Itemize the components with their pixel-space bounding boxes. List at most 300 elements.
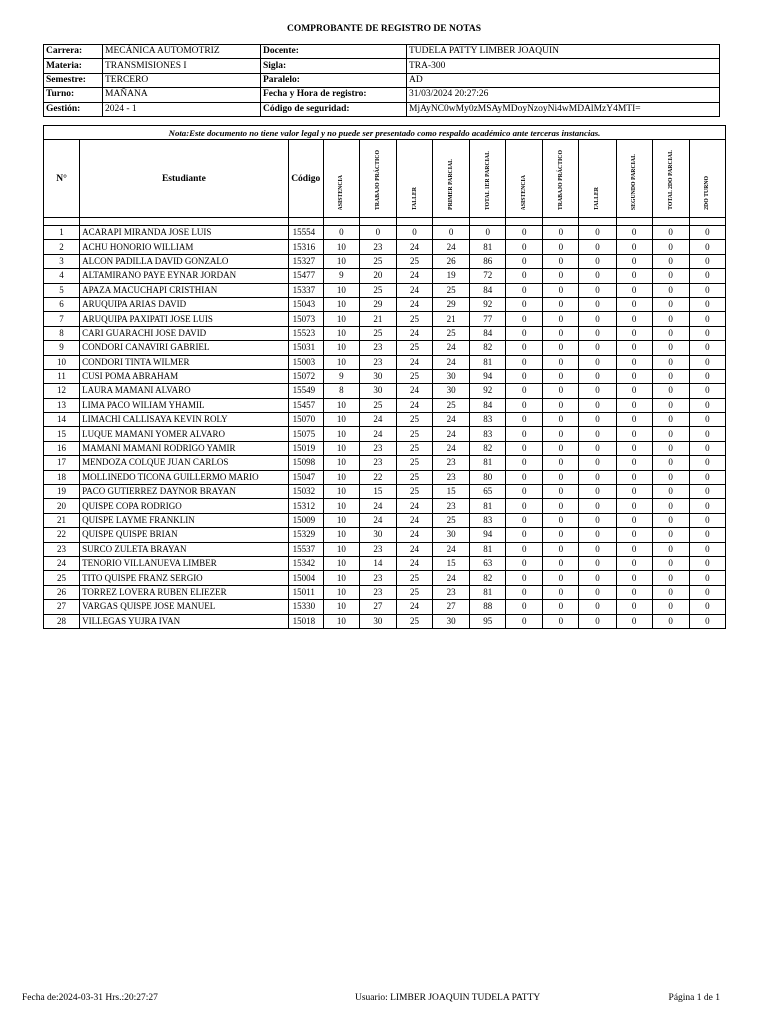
score-cell: 0 (506, 355, 543, 369)
student-name: QUISPE QUISPE BRIAN (80, 528, 289, 542)
score-cell: 0 (506, 398, 543, 412)
info-row (44, 45, 720, 59)
score-cell: 10 (323, 571, 359, 585)
footer-user: Usuario: LIMBER JOAQUIN TUDELA PATTY (355, 993, 541, 1003)
score-cell: 0 (616, 297, 652, 311)
score-cell: 27 (359, 600, 396, 614)
score-cell: 0 (506, 499, 543, 513)
table-row (44, 283, 726, 297)
column-header-vertical (433, 140, 470, 218)
score-cell: 0 (652, 384, 689, 398)
student-name: ALCON PADILLA DAVID GONZALO (80, 254, 289, 268)
score-cell: 0 (543, 427, 579, 441)
score-cell: 0 (652, 326, 689, 340)
student-code: 15073 (288, 312, 323, 326)
score-cell: 0 (543, 556, 579, 570)
score-cell: 24 (396, 297, 432, 311)
score-cell: 0 (652, 269, 689, 283)
score-cell: 0 (616, 600, 652, 614)
info-value: TRA-300 (407, 59, 720, 73)
score-cell: 0 (579, 398, 616, 412)
score-cell: 0 (616, 312, 652, 326)
score-cell: 0 (616, 398, 652, 412)
score-cell: 0 (506, 513, 543, 527)
score-cell: 94 (470, 528, 506, 542)
course-info-table (43, 44, 720, 117)
score-cell: 0 (579, 427, 616, 441)
score-cell: 25 (396, 571, 432, 585)
student-code: 15337 (288, 283, 323, 297)
column-header-number: N° (44, 140, 80, 218)
score-cell: 0 (652, 312, 689, 326)
footer-page-number: Página 1 de 1 (668, 993, 720, 1003)
score-cell: 0 (652, 542, 689, 556)
row-number: 7 (44, 312, 80, 326)
score-cell: 30 (433, 384, 470, 398)
score-cell: 23 (359, 355, 396, 369)
score-cell: 0 (689, 398, 725, 412)
score-cell: 0 (579, 341, 616, 355)
score-cell: 25 (433, 283, 470, 297)
score-cell: 24 (433, 413, 470, 427)
score-cell: 0 (506, 240, 543, 254)
score-cell: 30 (433, 528, 470, 542)
score-cell: 0 (543, 413, 579, 427)
column-header-label: ASISTENCIA (338, 174, 345, 210)
score-cell: 0 (543, 355, 579, 369)
score-cell: 0 (616, 326, 652, 340)
score-cell: 10 (323, 413, 359, 427)
score-cell: 0 (433, 226, 470, 240)
column-header-student: Estudiante (80, 140, 289, 218)
score-cell: 24 (359, 499, 396, 513)
score-cell: 25 (396, 254, 432, 268)
table-row (44, 384, 726, 398)
table-row (44, 600, 726, 614)
score-cell: 0 (506, 556, 543, 570)
score-cell: 77 (470, 312, 506, 326)
score-cell: 0 (616, 283, 652, 297)
score-cell: 10 (323, 297, 359, 311)
row-number: 25 (44, 571, 80, 585)
score-cell: 23 (359, 456, 396, 470)
score-cell: 0 (543, 585, 579, 599)
student-code: 15327 (288, 254, 323, 268)
student-code: 15316 (288, 240, 323, 254)
info-value: TUDELA PATTY LIMBER JOAQUIN (407, 45, 720, 59)
score-cell: 0 (689, 470, 725, 484)
column-header-label: SEGUNDO PARCIAL (631, 153, 638, 210)
score-cell: 0 (616, 355, 652, 369)
score-cell: 0 (616, 341, 652, 355)
student-code: 15004 (288, 571, 323, 585)
score-cell: 84 (470, 283, 506, 297)
score-cell: 10 (323, 499, 359, 513)
score-cell: 24 (396, 269, 432, 283)
score-cell: 0 (579, 528, 616, 542)
row-number: 27 (44, 600, 80, 614)
score-cell: 0 (689, 513, 725, 527)
score-cell: 0 (579, 456, 616, 470)
table-row (44, 355, 726, 369)
score-cell: 0 (506, 312, 543, 326)
score-cell: 20 (359, 269, 396, 283)
score-cell: 0 (652, 355, 689, 369)
column-header-label: TOTAL 2DO PARCIAL (667, 150, 674, 210)
score-cell: 25 (359, 254, 396, 268)
score-cell: 81 (470, 542, 506, 556)
score-cell: 0 (616, 240, 652, 254)
score-cell: 25 (359, 283, 396, 297)
info-row (44, 59, 720, 73)
column-header-label: PRIMER PARCIAL (448, 159, 455, 210)
column-header-label: 2DO TURNO (704, 176, 711, 210)
score-cell: 0 (689, 355, 725, 369)
score-cell: 0 (543, 369, 579, 383)
score-cell: 0 (543, 398, 579, 412)
score-cell: 0 (543, 528, 579, 542)
score-cell: 24 (396, 542, 432, 556)
student-code: 15329 (288, 528, 323, 542)
score-cell: 0 (506, 427, 543, 441)
score-cell: 0 (652, 456, 689, 470)
score-cell: 0 (506, 254, 543, 268)
score-cell: 0 (543, 254, 579, 268)
row-number: 3 (44, 254, 80, 268)
score-cell: 10 (323, 470, 359, 484)
score-cell: 0 (506, 585, 543, 599)
score-cell: 25 (396, 441, 432, 455)
student-name: CUSI POMA ABRAHAM (80, 369, 289, 383)
score-cell: 24 (396, 556, 432, 570)
score-cell: 0 (323, 226, 359, 240)
student-code: 15018 (288, 614, 323, 628)
score-cell: 24 (433, 427, 470, 441)
row-number: 11 (44, 369, 80, 383)
score-cell: 0 (652, 470, 689, 484)
score-cell: 0 (689, 254, 725, 268)
row-number: 16 (44, 441, 80, 455)
row-number: 1 (44, 226, 80, 240)
score-cell: 0 (543, 312, 579, 326)
row-number: 18 (44, 470, 80, 484)
score-cell: 19 (433, 269, 470, 283)
score-cell: 0 (543, 542, 579, 556)
student-code: 15330 (288, 600, 323, 614)
student-code: 15312 (288, 499, 323, 513)
score-cell: 94 (470, 369, 506, 383)
score-cell: 0 (506, 326, 543, 340)
score-cell: 10 (323, 542, 359, 556)
score-cell: 10 (323, 441, 359, 455)
score-cell: 29 (359, 297, 396, 311)
score-cell: 24 (396, 283, 432, 297)
student-name: QUISPE LAYME FRANKLIN (80, 513, 289, 527)
score-cell: 30 (359, 614, 396, 628)
score-cell: 0 (579, 499, 616, 513)
score-cell: 23 (433, 499, 470, 513)
column-header-label: TALLER (411, 186, 418, 210)
score-cell: 0 (652, 297, 689, 311)
student-code: 15537 (288, 542, 323, 556)
score-cell: 15 (433, 485, 470, 499)
info-row (44, 88, 720, 102)
score-cell: 0 (652, 341, 689, 355)
score-cell: 24 (396, 326, 432, 340)
score-cell: 0 (689, 456, 725, 470)
score-cell: 24 (396, 384, 432, 398)
score-cell: 24 (396, 513, 432, 527)
score-cell: 92 (470, 297, 506, 311)
table-row (44, 585, 726, 599)
score-cell: 23 (433, 470, 470, 484)
score-cell: 0 (616, 470, 652, 484)
score-cell: 0 (652, 571, 689, 585)
table-row (44, 240, 726, 254)
score-cell: 10 (323, 614, 359, 628)
score-cell: 81 (470, 499, 506, 513)
student-name: ACHU HONORIO WILLIAM (80, 240, 289, 254)
score-cell: 25 (396, 485, 432, 499)
score-cell: 25 (396, 614, 432, 628)
score-cell: 25 (396, 341, 432, 355)
table-row (44, 485, 726, 499)
score-cell: 0 (579, 470, 616, 484)
score-cell: 30 (433, 614, 470, 628)
row-number: 17 (44, 456, 80, 470)
score-cell: 10 (323, 283, 359, 297)
score-cell: 0 (616, 369, 652, 383)
table-row (44, 413, 726, 427)
score-cell: 0 (652, 556, 689, 570)
score-cell: 24 (433, 341, 470, 355)
row-number: 26 (44, 585, 80, 599)
table-row (44, 297, 726, 311)
table-row (44, 470, 726, 484)
score-cell: 10 (323, 312, 359, 326)
score-cell: 0 (616, 413, 652, 427)
score-cell: 0 (506, 384, 543, 398)
score-cell: 30 (359, 369, 396, 383)
score-cell: 23 (433, 456, 470, 470)
score-cell: 30 (359, 384, 396, 398)
grades-table (43, 125, 726, 629)
score-cell: 0 (543, 456, 579, 470)
score-cell: 88 (470, 600, 506, 614)
student-name: LUQUE MAMANI YOMER ALVARO (80, 427, 289, 441)
score-cell: 25 (396, 470, 432, 484)
student-code: 15477 (288, 269, 323, 283)
info-row (44, 102, 720, 116)
table-row (44, 254, 726, 268)
info-value: 2024 - 1 (103, 102, 261, 116)
score-cell: 0 (579, 269, 616, 283)
score-cell: 0 (616, 513, 652, 527)
score-cell: 0 (506, 470, 543, 484)
score-cell: 22 (359, 470, 396, 484)
score-cell: 24 (359, 427, 396, 441)
score-cell: 0 (689, 384, 725, 398)
row-number: 23 (44, 542, 80, 556)
score-cell: 0 (616, 556, 652, 570)
score-cell: 0 (616, 585, 652, 599)
info-label: Sigla: (261, 59, 407, 73)
score-cell: 0 (689, 297, 725, 311)
score-cell: 82 (470, 571, 506, 585)
student-code: 15043 (288, 297, 323, 311)
score-cell: 0 (396, 226, 432, 240)
score-cell: 23 (359, 542, 396, 556)
student-name: LIMA PACO WILIAM YHAMIL (80, 398, 289, 412)
column-header-vertical (470, 140, 506, 218)
score-cell: 0 (689, 240, 725, 254)
score-cell: 25 (433, 326, 470, 340)
table-row (44, 456, 726, 470)
score-cell: 0 (652, 283, 689, 297)
score-cell: 23 (433, 585, 470, 599)
table-row (44, 226, 726, 240)
score-cell: 0 (689, 413, 725, 427)
score-cell: 10 (323, 355, 359, 369)
score-cell: 92 (470, 384, 506, 398)
score-cell: 10 (323, 556, 359, 570)
score-cell: 24 (359, 413, 396, 427)
score-cell: 24 (359, 513, 396, 527)
row-number: 24 (44, 556, 80, 570)
score-cell: 0 (506, 283, 543, 297)
score-cell: 0 (652, 226, 689, 240)
score-cell: 0 (689, 326, 725, 340)
score-cell: 30 (359, 528, 396, 542)
score-cell: 24 (396, 528, 432, 542)
score-cell: 0 (506, 456, 543, 470)
row-number: 15 (44, 427, 80, 441)
score-cell: 0 (579, 369, 616, 383)
score-cell: 0 (689, 269, 725, 283)
score-cell: 0 (470, 226, 506, 240)
score-cell: 25 (433, 513, 470, 527)
score-cell: 0 (543, 283, 579, 297)
student-code: 15009 (288, 513, 323, 527)
column-header-label: TRABAJO PRÁCTICO (557, 149, 564, 210)
score-cell: 0 (543, 513, 579, 527)
table-row (44, 312, 726, 326)
score-cell: 0 (543, 269, 579, 283)
student-name: LAURA MAMANI ALVARO (80, 384, 289, 398)
row-number: 19 (44, 485, 80, 499)
score-cell: 0 (689, 571, 725, 585)
score-cell: 0 (689, 556, 725, 570)
info-label: Código de seguridad: (261, 102, 407, 116)
score-cell: 84 (470, 398, 506, 412)
footer-date: Fecha de:2024-03-31 Hrs.:20:27:27 (22, 993, 158, 1003)
student-code: 15032 (288, 485, 323, 499)
header-spacer-row (44, 218, 726, 226)
student-name: APAZA MACUCHAPI CRISTHIAN (80, 283, 289, 297)
score-cell: 14 (359, 556, 396, 570)
score-cell: 25 (396, 312, 432, 326)
student-name: TORREZ LOVERA RUBEN ELIEZER (80, 585, 289, 599)
table-row (44, 398, 726, 412)
column-header-vertical (359, 140, 396, 218)
score-cell: 10 (323, 456, 359, 470)
column-header-label: TOTAL 1ER PARCIAL (484, 150, 491, 210)
score-cell: 0 (579, 600, 616, 614)
score-cell: 0 (616, 226, 652, 240)
score-cell: 10 (323, 254, 359, 268)
score-cell: 0 (506, 600, 543, 614)
score-cell: 0 (616, 614, 652, 628)
score-cell: 24 (433, 441, 470, 455)
score-cell: 23 (359, 571, 396, 585)
column-header-label: TALLER (594, 186, 601, 210)
score-cell: 0 (652, 614, 689, 628)
score-cell: 83 (470, 513, 506, 527)
score-cell: 81 (470, 355, 506, 369)
row-number: 20 (44, 499, 80, 513)
student-name: MENDOZA COLQUE JUAN CARLOS (80, 456, 289, 470)
score-cell: 72 (470, 269, 506, 283)
column-header-vertical (323, 140, 359, 218)
score-cell: 81 (470, 585, 506, 599)
score-cell: 0 (652, 499, 689, 513)
student-name: MAMANI MAMANI RODRIGO YAMIR (80, 441, 289, 455)
score-cell: 10 (323, 600, 359, 614)
score-cell: 0 (543, 499, 579, 513)
score-cell: 0 (506, 369, 543, 383)
score-cell: 0 (689, 226, 725, 240)
score-cell: 24 (396, 398, 432, 412)
score-cell: 23 (359, 240, 396, 254)
score-cell: 82 (470, 441, 506, 455)
score-cell: 0 (506, 341, 543, 355)
legal-note: Nota:Este documento no tiene valor legal y no puede ser presentado como respaldo académico ante terceras instancias. (44, 126, 726, 140)
student-code: 15047 (288, 470, 323, 484)
table-row (44, 571, 726, 585)
score-cell: 0 (543, 341, 579, 355)
table-row (44, 528, 726, 542)
score-cell: 0 (652, 441, 689, 455)
score-cell: 0 (579, 283, 616, 297)
score-cell: 0 (579, 513, 616, 527)
student-name: ALTAMIRANO PAYE EYNAR JORDAN (80, 269, 289, 283)
student-code: 15457 (288, 398, 323, 412)
score-cell: 0 (616, 384, 652, 398)
column-header-vertical (396, 140, 432, 218)
score-cell: 0 (652, 528, 689, 542)
score-cell: 80 (470, 470, 506, 484)
score-cell: 0 (616, 427, 652, 441)
score-cell: 0 (359, 226, 396, 240)
student-name: ACARAPI MIRANDA JOSE LUIS (80, 226, 289, 240)
student-name: CONDORI CANAVIRI GABRIEL (80, 341, 289, 355)
info-label: Fecha y Hora de registro: (261, 88, 407, 102)
score-cell: 0 (543, 470, 579, 484)
student-code: 15070 (288, 413, 323, 427)
column-header-vertical (652, 140, 689, 218)
table-row (44, 556, 726, 570)
score-cell: 10 (323, 585, 359, 599)
info-label: Carrera: (44, 45, 103, 59)
table-row (44, 269, 726, 283)
score-cell: 0 (579, 441, 616, 455)
student-name: TENORIO VILLANUEVA LIMBER (80, 556, 289, 570)
score-cell: 95 (470, 614, 506, 628)
document-title: COMPROBANTE DE REGISTRO DE NOTAS (286, 24, 482, 34)
score-cell: 0 (506, 297, 543, 311)
table-row (44, 542, 726, 556)
score-cell: 0 (506, 441, 543, 455)
